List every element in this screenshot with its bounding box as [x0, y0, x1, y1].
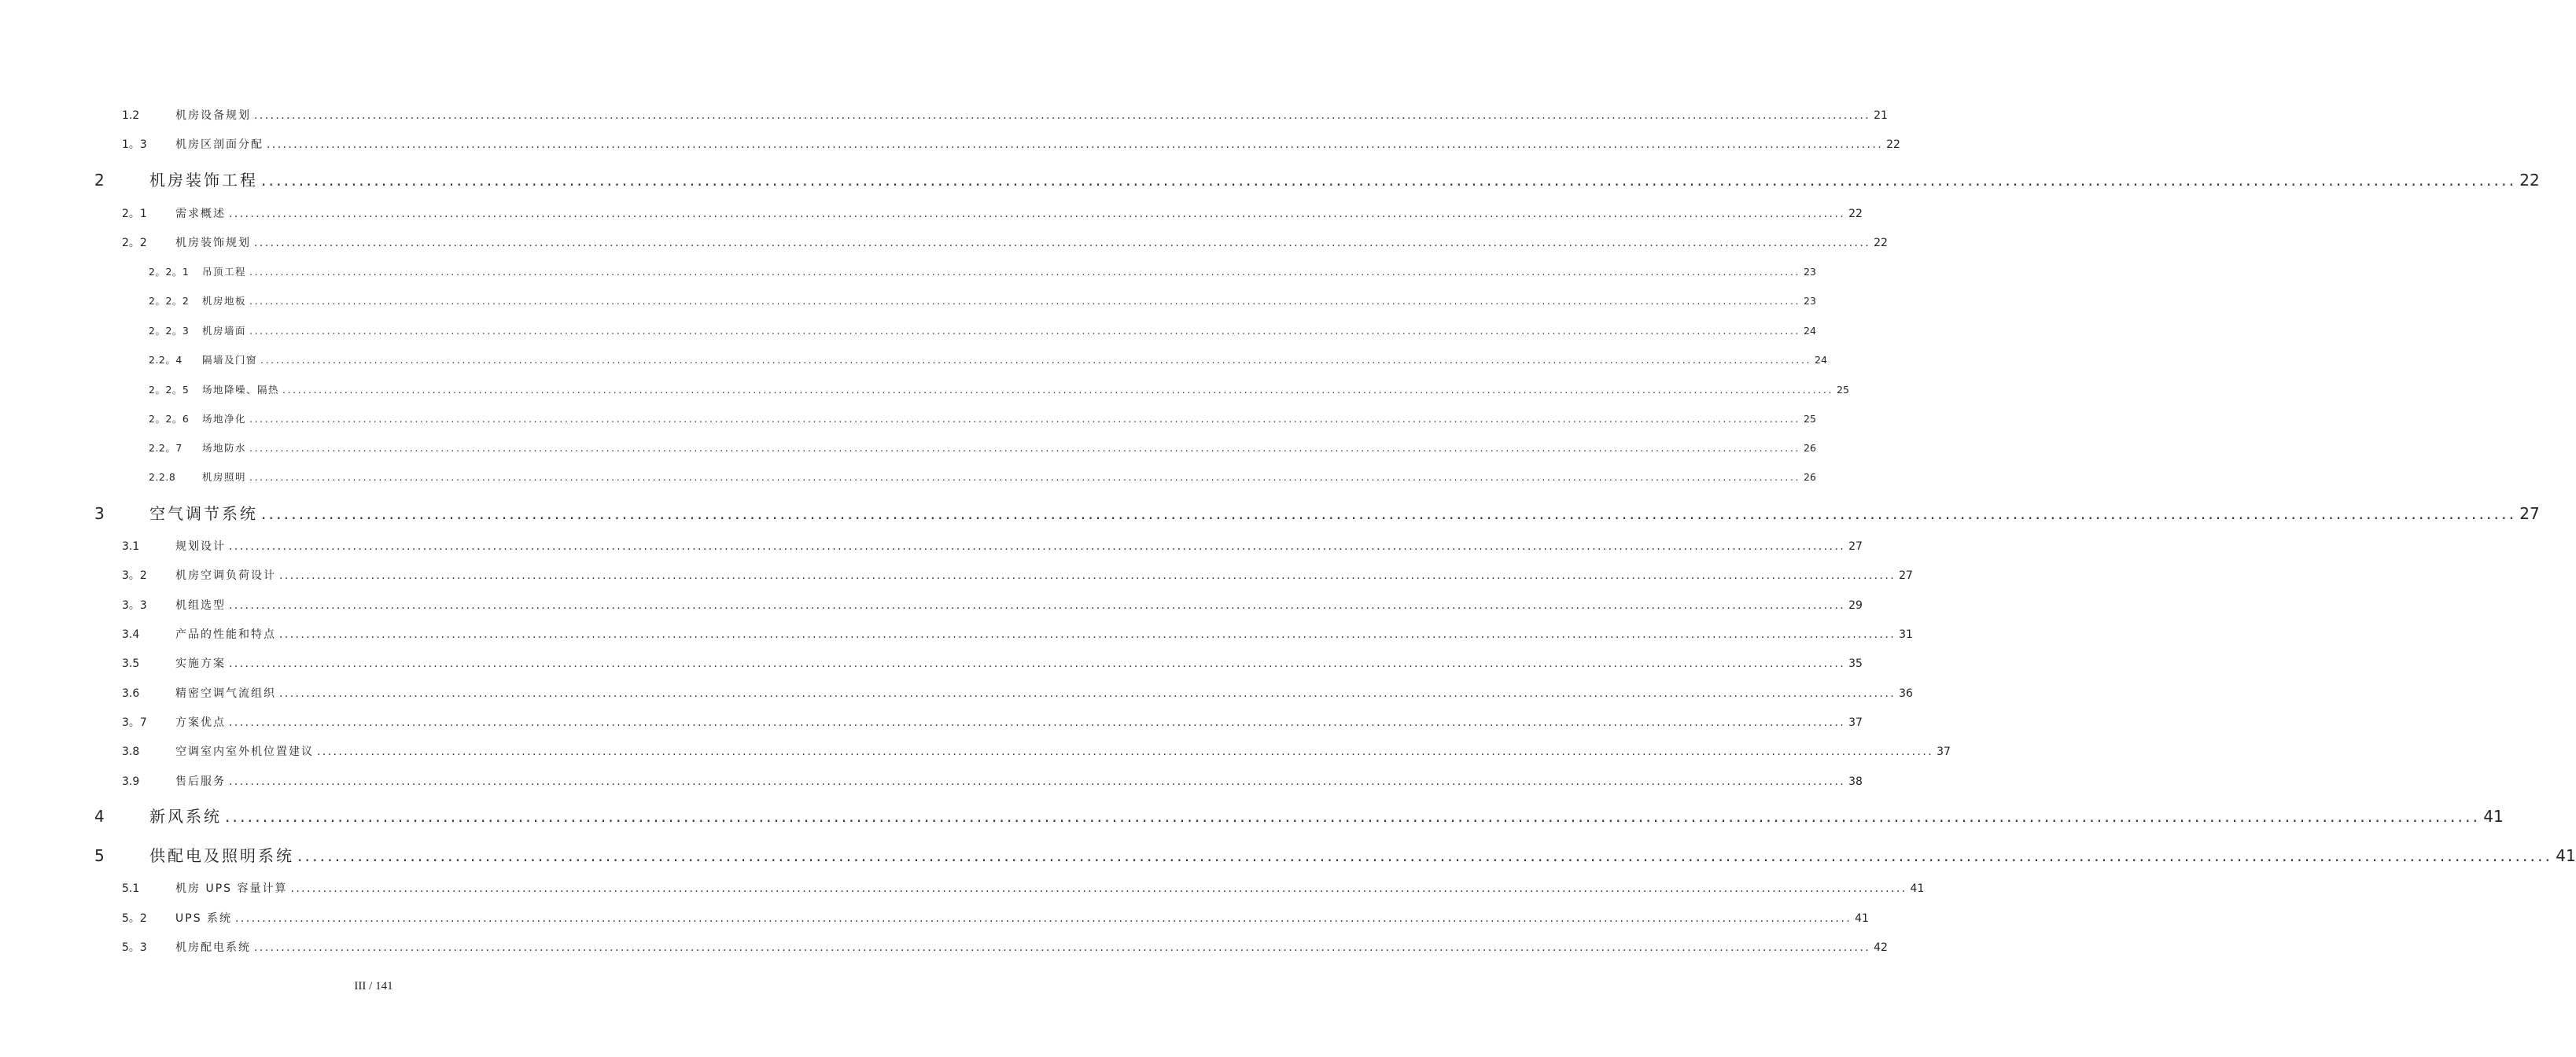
dot-leader: ............................................................................................................................................................................................................................................................................................................ [267, 138, 1884, 151]
dot-leader: ............................................................................................................................................................................................................................................................................................................ [297, 846, 2553, 865]
toc-entry-page: 23 [1804, 266, 1816, 278]
toc-entry-number: 2.2。7 [149, 442, 182, 454]
toc-entry-number: 3。2 [122, 569, 147, 582]
dot-leader: ............................................................................................................................................................................................................................................................................................................ [282, 384, 1834, 396]
toc-entry-number: 1。3 [122, 138, 147, 151]
toc-entry-title: 方案优点 [175, 716, 226, 729]
dot-leader: ............................................................................................................................................................................................................................................................................................................ [260, 354, 1812, 366]
toc-entry-page: 37 [1848, 716, 1863, 729]
toc-entry-number: 5。2 [122, 912, 147, 925]
dot-leader: ............................................................................................................................................................................................................................................................................................................ [317, 746, 1934, 758]
toc-entry[interactable] [122, 910, 1869, 926]
dot-leader: ............................................................................................................................................................................................................................................................................................................ [249, 295, 1801, 307]
toc-subentry[interactable] [149, 440, 1816, 455]
toc-entry-page: 36 [1899, 687, 1913, 700]
toc-entry-number: 2。2。6 [149, 413, 190, 425]
toc-entry-page: 41 [1910, 882, 1925, 895]
toc-entry-number: 3。3 [122, 599, 147, 612]
toc-subentry[interactable] [149, 470, 1816, 484]
toc-entry[interactable] [122, 567, 1913, 583]
toc-entry-number: 3 [94, 504, 105, 523]
toc-entry-page: 23 [1804, 295, 1816, 307]
toc-subentry[interactable] [149, 382, 1849, 396]
toc-entry-title: 机房装饰规划 [175, 237, 251, 249]
toc-entry-title: 空气调节系统 [149, 504, 258, 523]
toc-entry-page: 22 [2519, 171, 2540, 190]
toc-entry-number: 2。2。2 [149, 295, 190, 307]
dot-leader: ............................................................................................................................................................................................................................................................................................................ [254, 237, 1871, 249]
dot-leader: ............................................................................................................................................................................................................................................................................................................ [229, 540, 1846, 553]
toc-entry[interactable] [122, 714, 1863, 730]
toc-entry-title: 吊顶工程 [202, 266, 247, 278]
toc-entry-title: 实施方案 [175, 657, 226, 670]
toc-entry-number: 2 [94, 171, 105, 190]
toc-entry-title: 机房区剖面分配 [175, 138, 263, 151]
dot-leader: ............................................................................................................................................................................................................................................................................................................ [249, 266, 1801, 278]
toc-subentry[interactable] [149, 411, 1816, 425]
toc-entry[interactable] [122, 136, 1900, 152]
dot-leader: ............................................................................................................................................................................................................................................................................................................ [261, 171, 2517, 190]
toc-entry[interactable] [122, 685, 1913, 701]
dot-leader: ............................................................................................................................................................................................................................................................................................................ [229, 716, 1846, 729]
toc-entry-title: 精密空调气流组织 [175, 687, 276, 700]
dot-leader: ............................................................................................................................................................................................................................................................................................................ [279, 687, 1896, 700]
toc-entry-number: 2.2.8 [149, 471, 176, 483]
toc-entry-number: 2。1 [122, 208, 147, 220]
page-number-footer: III / 141 [354, 980, 393, 993]
toc-entry-number: 4 [94, 807, 105, 826]
toc-entry-page: 21 [1874, 109, 1888, 122]
toc-entry-title: 场地净化 [202, 413, 247, 425]
toc-entry-number: 3.6 [122, 687, 140, 700]
toc-entry[interactable] [122, 597, 1863, 613]
toc-entry[interactable] [122, 880, 1925, 896]
toc-subentry[interactable] [149, 264, 1816, 278]
dot-leader: ............................................................................................................................................................................................................................................................................................................ [229, 775, 1846, 788]
dot-leader: ............................................................................................................................................................................................................................................................................................................ [229, 657, 1846, 670]
dot-leader: ............................................................................................................................................................................................................................................................................................................ [229, 208, 1846, 220]
toc-entry-number: 3.9 [122, 775, 140, 788]
toc-entry-page: 26 [1804, 442, 1816, 454]
toc-entry-page: 41 [1855, 912, 1869, 925]
dot-leader: ............................................................................................................................................................................................................................................................................................................ [279, 569, 1896, 582]
toc-entry-title: 机房空调负荷设计 [175, 569, 276, 582]
toc-entry[interactable] [122, 538, 1863, 554]
toc-entry-number: 3.1 [122, 540, 140, 553]
dot-leader: ............................................................................................................................................................................................................................................................................................................ [261, 504, 2517, 523]
toc-chapter[interactable] [94, 843, 2576, 866]
toc-entry-page: 37 [1937, 746, 1951, 758]
toc-entry-page: 22 [1886, 138, 1900, 151]
toc-entry-page: 35 [1848, 657, 1863, 670]
toc-entry-page: 27 [1899, 569, 1913, 582]
toc-entry-title: 机房 UPS 容量计算 [175, 882, 288, 895]
dot-leader: ............................................................................................................................................................................................................................................................................................................ [279, 628, 1896, 641]
toc-entry[interactable] [122, 743, 1951, 759]
toc-entry-page: 25 [1804, 413, 1816, 425]
dot-leader: ............................................................................................................................................................................................................................................................................................................ [254, 941, 1871, 954]
toc-entry-page: 27 [1848, 540, 1863, 553]
toc-entry-page: 31 [1899, 628, 1913, 641]
toc-entry-page: 41 [2483, 807, 2504, 826]
dot-leader: ............................................................................................................................................................................................................................................................................................................ [225, 807, 2481, 826]
toc-entry-title: 新风系统 [149, 807, 222, 826]
toc-entry-number: 2。2。5 [149, 384, 190, 396]
toc-entry-page: 29 [1848, 599, 1863, 612]
toc-entry[interactable] [122, 107, 1888, 123]
toc-entry-title: UPS 系统 [175, 912, 233, 925]
toc-entry[interactable] [122, 773, 1863, 789]
toc-entry-title: 机房设备规划 [175, 109, 251, 122]
dot-leader: ............................................................................................................................................................................................................................................................................................................ [229, 599, 1846, 612]
toc-entry-number: 2.2。4 [149, 354, 182, 366]
toc-entry-title: 场地降噪、隔热 [202, 384, 280, 396]
toc-entry[interactable] [122, 939, 1888, 955]
toc-entry-title: 空调室内室外机位置建议 [175, 746, 314, 758]
toc-entry-page: 42 [1874, 941, 1888, 954]
toc-entry-title: 机房地板 [202, 295, 247, 307]
toc-entry-number: 5。3 [122, 941, 147, 954]
toc-entry-title: 规划设计 [175, 540, 226, 553]
dot-leader: ............................................................................................................................................................................................................................................................................................................ [249, 442, 1801, 454]
toc-entry-title: 场地防水 [202, 442, 247, 454]
toc-entry-number: 3。7 [122, 716, 147, 729]
toc-subentry[interactable] [149, 293, 1816, 308]
toc-entry-page: 24 [1804, 325, 1816, 337]
toc-entry-number: 3.5 [122, 657, 140, 670]
toc-entry-title: 隔墙及门窗 [202, 354, 258, 366]
toc-entry-title: 机房墙面 [202, 325, 247, 337]
toc-entry[interactable] [122, 234, 1888, 250]
toc-entry-title: 机组选型 [175, 599, 226, 612]
toc-entry[interactable] [122, 626, 1913, 642]
toc-entry-number: 2。2。1 [149, 266, 190, 278]
toc-entry-title: 产品的性能和特点 [175, 628, 276, 641]
toc-entry-page: 22 [1874, 237, 1888, 249]
toc-subentry[interactable] [149, 323, 1816, 337]
toc-entry-page: 24 [1815, 354, 1827, 366]
toc-entry-number: 5.1 [122, 882, 140, 895]
toc-chapter[interactable] [94, 168, 2540, 190]
toc-entry[interactable] [122, 655, 1863, 671]
toc-entry-page: 22 [1848, 208, 1863, 220]
toc-chapter[interactable] [94, 804, 2504, 827]
toc-entry[interactable] [122, 205, 1863, 221]
dot-leader: ............................................................................................................................................................................................................................................................................................................ [249, 413, 1801, 425]
toc-entry-title: 机房装饰工程 [149, 171, 258, 190]
dot-leader: ............................................................................................................................................................................................................................................................................................................ [249, 325, 1801, 337]
toc-entry-number: 3.4 [122, 628, 140, 641]
toc-entry-title: 需求概述 [175, 208, 226, 220]
toc-entry-number: 3.8 [122, 746, 140, 758]
dot-leader: ............................................................................................................................................................................................................................................................................................................ [249, 471, 1801, 483]
dot-leader: ............................................................................................................................................................................................................................................................................................................ [235, 912, 1852, 925]
toc-entry-page: 38 [1848, 775, 1863, 788]
dot-leader: ............................................................................................................................................................................................................................................................................................................ [254, 109, 1871, 122]
toc-entry-page: 41 [2556, 846, 2576, 865]
toc-entry-title: 机房配电系统 [175, 941, 251, 954]
toc-entry-title: 机房照明 [202, 471, 247, 483]
toc-entry-number: 5 [94, 846, 105, 865]
toc-entry-title: 售后服务 [175, 775, 226, 788]
toc-chapter[interactable] [94, 501, 2540, 524]
toc-subentry[interactable] [149, 352, 1827, 366]
toc-entry-page: 26 [1804, 471, 1816, 483]
toc-entry-number: 1.2 [122, 109, 140, 122]
toc-entry-title: 供配电及照明系统 [149, 846, 294, 865]
toc-entry-page: 25 [1837, 384, 1849, 396]
toc-entry-number: 2。2 [122, 237, 147, 249]
toc-entry-number: 2。2。3 [149, 325, 190, 337]
toc-entry-page: 27 [2519, 504, 2540, 523]
dot-leader: ............................................................................................................................................................................................................................................................................................................ [290, 882, 1907, 895]
